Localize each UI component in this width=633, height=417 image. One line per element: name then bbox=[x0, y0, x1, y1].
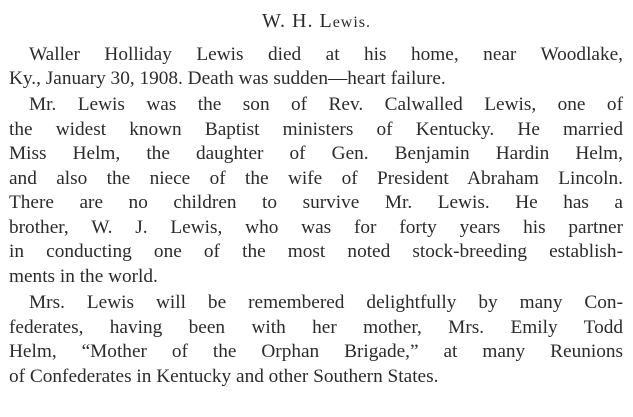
text-line: federates, having been with her mother, Mrs. Emily Todd bbox=[9, 317, 623, 338]
text-line: Miss Helm, the daughter of Gen. Benjamin Hardin Helm, bbox=[9, 143, 623, 164]
text-line: Waller Holliday Lewis died at his home, near Woodlake, bbox=[29, 44, 623, 65]
text-line: and also the niece of the wife of President Abraham Lincoln. bbox=[9, 168, 623, 189]
text-line: brother, W. J. Lewis, who was for forty years his partner bbox=[9, 217, 623, 238]
text-line: Mrs. Lewis will be remembered delightfully by many Con- bbox=[29, 292, 623, 313]
text-line: ments in the world. bbox=[9, 266, 158, 287]
text-line: Ky., January 30, 1908. Death was sudden—heart failure. bbox=[9, 68, 446, 89]
title-small-caps: ewis. bbox=[332, 14, 372, 31]
text-line: Mr. Lewis was the son of Rev. Calwalled Lewis, one of bbox=[29, 94, 623, 115]
text-line: Helm, “Mother of the Orphan Brigade,” at many Reunions bbox=[9, 341, 623, 362]
text-line: in conducting one of the most noted stock-breeding establish- bbox=[9, 241, 623, 262]
title-initials: W. H. L bbox=[261, 10, 333, 32]
text-line: There are no children to survive Mr. Lewis. He has a bbox=[9, 192, 623, 213]
text-line: of Confederates in Kentucky and other Southern States. bbox=[9, 366, 439, 387]
article-title bbox=[0, 9, 633, 35]
text-line: the widest known Baptist ministers of Kentucky. He married bbox=[9, 119, 623, 140]
